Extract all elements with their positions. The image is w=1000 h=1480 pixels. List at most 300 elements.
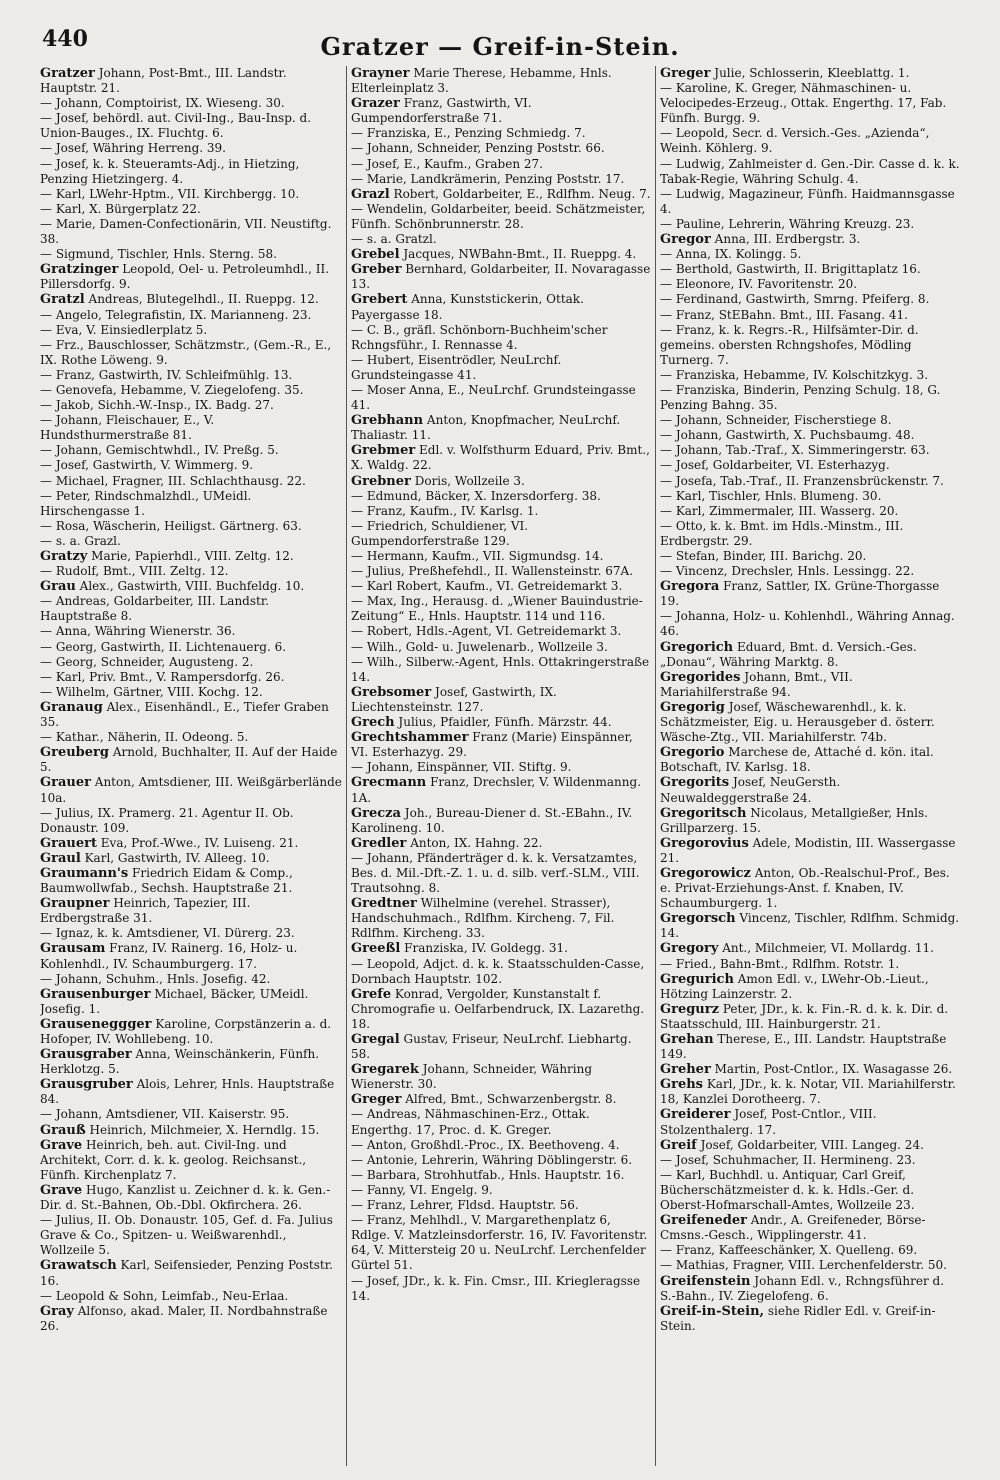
entry-details: — Eleonore, IV. Favoritenstr. 20. xyxy=(660,277,858,292)
directory-entry xyxy=(351,685,653,715)
entry-details: Robert, Goldarbeiter, E., Rdlfhm. Neug. 7. xyxy=(393,186,651,201)
directory-entry xyxy=(40,1017,342,1047)
directory-entry xyxy=(660,1002,962,1032)
entry-surname: Grefe xyxy=(351,986,392,1002)
entry-details: — Wendelin, Goldarbeiter, beeid. Schätzmeister, Fünfh. Schönbrunnerstr. 28. xyxy=(351,201,646,231)
entry-details: — Josef, Gastwirth, V. Wimmerg. 9. xyxy=(40,458,254,473)
directory-entry xyxy=(40,292,342,307)
entry-surname: Grazer xyxy=(351,96,400,112)
entry-surname: Greiderer xyxy=(660,1107,731,1123)
directory-entry xyxy=(351,987,653,1032)
entry-details: — Andreas, Nähmaschinen-Erz., Ottak. Engerthg. 17, Proc. d. K. Greger. xyxy=(351,1107,590,1137)
column-1 xyxy=(40,66,342,1466)
entry-surname: Graupner xyxy=(40,896,110,912)
entry-surname: Grecmann xyxy=(351,775,427,791)
column-3 xyxy=(655,66,962,1466)
directory-entry xyxy=(660,413,962,428)
entry-surname: Grau xyxy=(40,579,76,595)
directory-entry xyxy=(660,247,962,262)
entry-details: Friedrich Eidam & Comp., Baumwollwfab., Sechsh. Hauptstraße 21. xyxy=(40,865,293,896)
entry-details: — Franz, k. k. Regrs.-R., Hilfsämter-Dir. d. gemeins. obersten Rchngshofes, Mödling Turnerg. 7. xyxy=(660,322,919,367)
entry-surname: Grehs xyxy=(660,1077,703,1093)
entry-details: Edl. v. Wolfsthurm Eduard, Priv. Bmt., X. Waldg. 22. xyxy=(351,443,650,473)
entry-surname: Grausgraber xyxy=(40,1047,132,1063)
directory-entry xyxy=(351,1062,653,1092)
directory-entry xyxy=(351,1138,653,1153)
entry-surname: Gregorovius xyxy=(660,835,749,851)
directory-entry xyxy=(660,1107,962,1137)
entry-details: Josef, Gastwirth, IX. Liechtensteinstr. 127. xyxy=(351,684,557,714)
entry-details: Josef, Wäschewarenhdl., k. k. Schätzmeister, Eig. u. Herausgeber d. österr. Wäsche-Ztg., VII. Mariahilferstr. 74b. xyxy=(660,699,935,745)
entry-details: — Karl, Priv. Bmt., V. Rampersdorfg. 26. xyxy=(40,669,285,684)
entry-details: — Franz, Kaufm., IV. Karlsg. 1. xyxy=(351,503,539,518)
directory-entry xyxy=(660,368,962,383)
entry-details: — Eva, V. Einsiedlerplatz 5. xyxy=(40,322,208,337)
directory-entry xyxy=(660,1153,962,1168)
entry-details: — Otto, k. k. Bmt. im Hdls.-Minstm., III. Erdbergstr. 29. xyxy=(660,518,904,548)
entry-details: Franz, Sattler, IX. Grüne-Thorgasse 19. xyxy=(660,579,940,609)
entry-details: — Karoline, K. Greger, Nähmaschinen- u. Velocipedes-Erzeug., Ottak. Engerthg. 17, Fab. Fünfh. Burgg. 9. xyxy=(660,81,947,126)
entry-surname: Gratzl xyxy=(40,292,85,308)
entry-surname: Gray xyxy=(40,1303,74,1319)
entry-details: Alex., Gastwirth, VIII. Buchfeldg. 10. xyxy=(79,579,305,594)
directory-entry xyxy=(351,1153,653,1168)
directory-entry xyxy=(660,323,962,368)
directory-entry xyxy=(40,96,342,111)
entry-surname: Grebel xyxy=(351,247,400,263)
directory-entry xyxy=(660,262,962,277)
entry-details: — Josef, Währing Herreng. 39. xyxy=(40,141,226,156)
directory-entry xyxy=(40,549,342,564)
directory-entry xyxy=(40,157,342,187)
directory-entry xyxy=(40,851,342,866)
directory-entry xyxy=(40,489,342,519)
entry-details: Doris, Wollzeile 3. xyxy=(414,473,525,488)
directory-entry xyxy=(40,670,342,685)
entry-details: Franz, Drechsler, V. Wildenmanng. 1A. xyxy=(351,775,642,805)
entry-surname: Grebsomer xyxy=(351,684,432,700)
directory-entry xyxy=(351,549,653,564)
directory-entry xyxy=(660,1258,962,1273)
entry-details: Alois, Lehrer, Hnls. Hauptstraße 84. xyxy=(40,1077,335,1107)
entry-details: — Johanna, Holz- u. Kohlenhdl., Währing Annag. 46. xyxy=(660,609,955,639)
directory-entry xyxy=(660,1243,962,1258)
entry-details: — Marie, Damen-Confectionärin, VII. Neustiftg. 38. xyxy=(40,216,332,247)
entry-surname: Grebner xyxy=(351,473,411,489)
entry-details: — Andreas, Goldarbeiter, III. Landstr. Hauptstraße 8. xyxy=(40,594,270,624)
directory-entry xyxy=(40,775,342,805)
directory-entry xyxy=(660,745,962,775)
directory-entry xyxy=(660,1274,962,1304)
directory-entry xyxy=(40,262,342,292)
entry-details: — Leopold, Secr. d. Versich.-Ges. „Azienda“, Weinh. Köhlerg. 9. xyxy=(660,126,930,156)
directory-entry xyxy=(351,141,653,156)
directory-entry xyxy=(40,338,342,368)
entry-details: — Genovefa, Hebamme, V. Ziegelofeng. 35. xyxy=(40,382,304,397)
entry-details: — Wilh., Gold- u. Juwelenarb., Wollzeile 3. xyxy=(351,639,608,654)
directory-entry xyxy=(40,1077,342,1107)
directory-entry xyxy=(660,519,962,549)
entry-details: siehe Ridler Edl. v. Greif-in-Stein. xyxy=(660,1303,936,1333)
directory-entry xyxy=(40,640,342,655)
directory-entry xyxy=(660,609,962,639)
directory-entry xyxy=(351,624,653,639)
running-head: Gratzer — Greif-in-Stein. xyxy=(320,32,680,61)
entry-details: Alex., Eisenhändl., E., Tiefer Graben 35. xyxy=(40,699,329,730)
directory-entry xyxy=(40,579,342,594)
entry-details: — Johann, Schuhm., Hnls. Josefig. 42. xyxy=(40,971,271,986)
entry-details: Josef, Post-Cntlor., VIII. Stolzenthalerg. 17. xyxy=(660,1107,877,1137)
entry-details: Amon Edl. v., LWehr-Ob.-Lieut., Hötzing Lainzerstr. 2. xyxy=(660,971,929,1001)
entry-details: Jacques, NWBahn-Bmt., II. Rueppg. 4. xyxy=(403,247,637,262)
entry-details: Anna, Weinschänkerin, Fünfh. Herklotzg. 5. xyxy=(40,1047,320,1077)
entry-details: Franz (Marie) Einspänner, VI. Esterhazyg. 29. xyxy=(351,730,633,760)
directory-entry xyxy=(660,474,962,489)
entry-details: Anna, Kunststickerin, Ottak. Payergasse 18. xyxy=(351,292,584,322)
entry-details: Julius, Pfaidler, Fünfh. Märzstr. 44. xyxy=(398,715,612,730)
entry-surname: Grawatsch xyxy=(40,1258,117,1274)
directory-entry xyxy=(351,66,653,96)
entry-details: — Antonie, Lehrerin, Währing Döblingerstr. 6. xyxy=(351,1152,633,1167)
entry-details: Julie, Schlosserin, Kleeblattg. 1. xyxy=(714,66,910,80)
entry-details: Karl, Seifensieder, Penzing Poststr. 16. xyxy=(40,1258,333,1288)
directory-entry xyxy=(351,489,653,504)
directory-entry xyxy=(660,775,962,805)
entry-details: — Moser Anna, E., NeuLrchf. Grundsteingasse 41. xyxy=(351,382,636,413)
entry-details: — Karl, LWehr-Hptm., VII. Kirchbergg. 10. xyxy=(40,186,300,201)
entry-surname: Gregoritsch xyxy=(660,805,747,821)
directory-entry xyxy=(660,1168,962,1213)
directory-entry xyxy=(351,896,653,941)
entry-details: — Max, Ing., Herausg. d. „Wiener Bauindustrie-Zeitung“ E., Hnls. Hauptstr. 114 und 116. xyxy=(351,594,643,624)
entry-details: — Frz., Bauschlosser, Schätzmstr., (Gem.-R., E., IX. Rothe Löweng. 9. xyxy=(40,337,332,367)
directory-entry xyxy=(351,1107,653,1137)
entry-details: Gustav, Friseur, NeuLrchf. Liebhartg. 58. xyxy=(351,1032,632,1062)
directory-entry xyxy=(351,96,653,126)
entry-surname: Grecza xyxy=(351,805,401,821)
directory-entry xyxy=(351,1168,653,1183)
directory-entry xyxy=(351,157,653,172)
entry-details: — Wilh., Silberw.-Agent, Hnls. Ottakringerstraße 14. xyxy=(351,654,650,684)
entry-details: — Josef, E., Kaufm., Graben 27. xyxy=(351,156,543,171)
entry-details: Anna, III. Erdbergstr. 3. xyxy=(714,232,861,247)
entry-details: Andr., A. Greifeneder, Börse-Cmsns.-Gesch., Wipplingerstr. 41. xyxy=(660,1213,926,1243)
entry-details: Martin, Post-Cntlor., IX. Wasagasse 26. xyxy=(714,1062,953,1077)
directory-entry xyxy=(351,1032,653,1062)
entry-details: Konrad, Vergolder, Kunstanstalt f. Chromografie u. Oelfarbendruck, IX. Lazarethg. 18. xyxy=(351,986,645,1031)
entry-details: Heinrich, Tapezier, III. Erdbergstraße 31. xyxy=(40,896,251,926)
entry-details: Wilhelmine (verehel. Strasser), Handschuhmach., Rdlfhm. Kircheng. 7, Fil. Rdlfhm. Kircheng. 33. xyxy=(351,896,615,941)
entry-details: Ant., Milchmeier, VI. Mollardg. 11. xyxy=(722,941,934,956)
entry-details: Franz, IV. Rainerg. 16, Holz- u. Kohlenhdl., IV. Schaumburgerg. 17. xyxy=(40,941,298,971)
entry-details: — Franz, StEBahn. Bmt., III. Fasang. 41. xyxy=(660,307,908,322)
directory-entry xyxy=(351,504,653,519)
entry-details: — s. a. Grazl. xyxy=(40,533,121,548)
entry-surname: Grauer xyxy=(40,775,91,791)
entry-details: Anton, Ob.-Realschul-Prof., Bes. e. Privat-Erziehungs-Anst. f. Knaben, IV. Schaumburgerg. 1. xyxy=(660,865,950,911)
entry-surname: Granaug xyxy=(40,699,103,715)
entry-details: — Josef, Schuhmacher, II. Hermineng. 23. xyxy=(660,1152,916,1167)
entry-details: Johann, Bmt., VII. Mariahilferstraße 94. xyxy=(660,669,853,699)
directory-entry xyxy=(660,217,962,232)
entry-details: Arnold, Buchhalter, II. Auf der Haide 5. xyxy=(40,745,338,775)
entry-details: — Jakob, Sichh.-W.-Insp., IX. Badg. 27. xyxy=(40,398,274,413)
directory-entry xyxy=(40,443,342,458)
entry-details: — Johann, Einspänner, VII. Stiftg. 9. xyxy=(351,760,572,775)
directory-entry xyxy=(351,640,653,655)
entry-details: — Franziska, E., Penzing Schmiedg. 7. xyxy=(351,126,586,141)
entry-details: — Karl Robert, Kaufm., VI. Getreidemarkt 3. xyxy=(351,579,623,594)
entry-details: Franz, Gastwirth, VI. Gumpendorferstraße 71. xyxy=(351,96,532,126)
directory-entry xyxy=(351,323,653,353)
directory-entry xyxy=(351,564,653,579)
entry-details: Johann, Post-Bmt., III. Landstr. Hauptstr. 21. xyxy=(40,66,287,96)
directory-entry xyxy=(351,760,653,775)
directory-entry xyxy=(351,1092,653,1107)
directory-entry xyxy=(351,1198,653,1213)
directory-entry xyxy=(660,81,962,126)
entry-details: — Ludwig, Magazineur, Fünfh. Haidmannsgasse 4. xyxy=(660,186,955,216)
entry-details: — Ferdinand, Gastwirth, Smrng. Pfeiferg. 8. xyxy=(660,292,930,307)
directory-entry xyxy=(40,700,342,730)
directory-entry xyxy=(351,1274,653,1304)
entry-details: — Johann, Pfänderträger d. k. k. Versatzamtes, Bes. d. Mil.-Dft.-Z. 1. u. d. silb. verf.-SLM., VIII. Trautsohng. 8. xyxy=(351,850,640,896)
directory-entry xyxy=(40,896,342,926)
entry-details: Franziska, IV. Goldegg. 31. xyxy=(404,941,568,956)
directory-entry xyxy=(351,1183,653,1198)
entry-details: Adele, Modistin, III. Wassergasse 21. xyxy=(660,835,956,865)
directory-entry xyxy=(660,866,962,911)
directory-entry xyxy=(660,277,962,292)
directory-entry xyxy=(351,292,653,322)
entry-details: Michael, Bäcker, UMeidl. Josefig. 1. xyxy=(40,986,309,1016)
directory-entry xyxy=(40,202,342,217)
entry-surname: Greuberg xyxy=(40,745,109,761)
directory-entry xyxy=(40,247,342,262)
directory-entry xyxy=(40,458,342,473)
entry-details: Leopold, Oel- u. Petroleumhdl., II. Pillersdorfg. 9. xyxy=(40,262,330,292)
directory-entry xyxy=(660,972,962,1002)
page-number: 440 xyxy=(42,26,88,52)
entry-surname: Grauert xyxy=(40,835,97,851)
directory-entry xyxy=(40,926,342,941)
entry-details: — Pauline, Lehrerin, Währing Kreuzg. 23. xyxy=(660,216,915,231)
directory-entry xyxy=(351,594,653,624)
entry-surname: Greber xyxy=(351,262,402,278)
entry-surname: Greeßl xyxy=(351,941,401,957)
entry-details: Bernhard, Goldarbeiter, II. Novaragasse 13. xyxy=(351,262,651,292)
directory-entry xyxy=(40,217,342,247)
entry-details: — Rudolf, Bmt., VIII. Zeltg. 12. xyxy=(40,564,229,579)
entry-details: Peter, JDr., k. k. Fin.-R. d. k. k. Dir. d. Staatsschuld, III. Hainburgerstr. 21. xyxy=(660,1001,949,1031)
entry-surname: Gregora xyxy=(660,579,720,595)
directory-entry xyxy=(660,670,962,700)
entry-details: — Michael, Fragner, III. Schlachthausg. 22. xyxy=(40,473,306,488)
directory-entry xyxy=(660,292,962,307)
entry-details: — Leopold & Sohn, Leimfab., Neu-Erlaa. xyxy=(40,1288,289,1303)
directory-entry xyxy=(660,1213,962,1243)
entry-surname: Gregorsch xyxy=(660,911,736,927)
directory-entry xyxy=(351,443,653,473)
entry-surname: Greif xyxy=(660,1137,697,1153)
entry-details: — Sigmund, Tischler, Hnls. Sterng. 58. xyxy=(40,247,277,262)
entry-details: Alfred, Bmt., Schwarzenbergstr. 8. xyxy=(405,1092,617,1107)
directory-entry xyxy=(660,308,962,323)
directory-entry xyxy=(351,775,653,805)
column-2 xyxy=(346,66,653,1466)
entry-details: — Fanny, VI. Engelg. 9. xyxy=(351,1182,493,1197)
entry-surname: Grave xyxy=(40,1182,83,1198)
entry-surname: Grebmer xyxy=(351,443,416,459)
entry-details: — Josef, JDr., k. k. Fin. Cmsr., III. Kriegleragsse 14. xyxy=(351,1273,641,1303)
entry-details: — Johann, Schneider, Fischerstiege 8. xyxy=(660,413,892,428)
directory-entry xyxy=(40,323,342,338)
directory-entry xyxy=(660,1077,962,1107)
entry-surname: Graumann's xyxy=(40,865,129,881)
entry-details: — Julius, IX. Pramerg. 21. Agentur II. Ob. Donaustr. 109. xyxy=(40,805,294,835)
entry-details: — Anna, Währing Wienerstr. 36. xyxy=(40,624,236,639)
directory-entry xyxy=(351,474,653,489)
entry-details: — Josef, behördl. aut. Civil-Ing., Bau-Insp. d. Union-Bauges., IX. Fluchtg. 6. xyxy=(40,111,312,141)
directory-entry xyxy=(40,564,342,579)
entry-surname: Gregarek xyxy=(351,1062,419,1078)
entry-surname: Gregorides xyxy=(660,669,741,685)
directory-entry xyxy=(660,443,962,458)
directory-entry xyxy=(351,957,653,987)
entry-details: Karl, Gastwirth, IV. Alleeg. 10. xyxy=(84,850,270,865)
entry-surname: Gregorits xyxy=(660,775,730,791)
entry-surname: Gratzer xyxy=(40,66,95,81)
directory-entry xyxy=(40,1138,342,1183)
entry-details: — Franz, Gastwirth, IV. Schleifmühlg. 13. xyxy=(40,367,293,382)
entry-details: — Franz, Mehlhdl., V. Margarethenplatz 6, Rdlge. V. Matzleinsdorferstr. 16, IV. Favoritenstr. 64, V. Mittersteig 20 u. NeuLrchf. Lerchenfelder Gürtel 51. xyxy=(351,1213,648,1273)
entry-details: — Anton, Großhdl.-Proc., IX. Beethoveng. 4. xyxy=(351,1137,620,1152)
directory-entry xyxy=(351,126,653,141)
entry-details: — Franziska, Binderin, Penzing Schulg. 18, G. Penzing Bahng. 35. xyxy=(660,382,941,413)
directory-entry xyxy=(40,624,342,639)
directory-entry xyxy=(351,519,653,549)
entry-details: — s. a. Gratzl. xyxy=(351,232,437,247)
entry-details: — Hermann, Kaufm., VII. Sigmundsg. 14. xyxy=(351,549,604,563)
entry-details: Joh., Bureau-Diener d. St.-EBahn., IV. Karolineng. 10. xyxy=(351,805,633,835)
directory-entry xyxy=(40,594,342,624)
directory-entry xyxy=(40,383,342,398)
entry-details: — Anna, IX. Kolingg. 5. xyxy=(660,247,802,262)
directory-entry xyxy=(660,640,962,670)
entry-details: — Karl, X. Bürgerplatz 22. xyxy=(40,201,201,216)
directory-entry xyxy=(40,655,342,670)
directory-entry xyxy=(660,1304,962,1334)
entry-surname: Grechtshammer xyxy=(351,730,469,746)
entry-surname: Greifenstein xyxy=(660,1273,751,1289)
entry-details: — Ignaz, k. k. Amtsdiener, VI. Dürerg. 23. xyxy=(40,926,295,941)
entry-details: — Berthold, Gastwirth, II. Brigittaplatz 16. xyxy=(660,262,921,277)
entry-surname: Grebhann xyxy=(351,413,424,429)
directory-entry xyxy=(40,866,342,896)
entry-details: Marchese de, Attaché d. kön. ital. Botschaft, IV. Karlsg. 18. xyxy=(660,745,934,775)
directory-entry xyxy=(40,745,342,775)
entry-surname: Graul xyxy=(40,850,81,866)
entry-details: — Johann, Fleischauer, E., V. Hundsthurmerstraße 81. xyxy=(40,413,215,443)
directory-entry xyxy=(660,700,962,745)
directory-entry xyxy=(660,911,962,941)
entry-details: Karoline, Corpstänzerin a. d. Hofoper, IV. Wohllebeng. 10. xyxy=(40,1016,332,1046)
directory-entry xyxy=(660,187,962,217)
directory-entry xyxy=(40,972,342,987)
entry-details: — Ludwig, Zahlmeister d. Gen.-Dir. Casse d. k. k. Tabak-Regie, Währing Schulg. 4. xyxy=(660,156,960,186)
directory-entry xyxy=(40,474,342,489)
directory-entry xyxy=(40,187,342,202)
entry-details: — Johann, Comptoirist, IX. Wieseng. 30. xyxy=(40,96,285,111)
entry-surname: Gratzy xyxy=(40,549,88,564)
entry-details: — Leopold, Adjct. d. k. k. Staatsschulden-Casse, Dornbach Hauptstr. 102. xyxy=(351,956,645,986)
entry-surname: Gregal xyxy=(351,1032,400,1047)
directory-entry xyxy=(660,941,962,956)
directory-entry xyxy=(351,202,653,232)
directory-entry xyxy=(351,353,653,383)
entry-surname: Grech xyxy=(351,715,395,731)
directory-entry xyxy=(40,413,342,443)
entry-details: — Edmund, Bäcker, X. Inzersdorferg. 38. xyxy=(351,488,601,503)
entry-surname: Grauß xyxy=(40,1122,86,1138)
entry-details: — Julius, Preßhefehdl., II. Wallensteinstr. 67A. xyxy=(351,564,634,579)
directory-entry xyxy=(660,806,962,836)
entry-details: Eduard, Bmt. d. Versich.-Ges. „Donau“, Währing Marktg. 8. xyxy=(660,639,917,669)
directory-entry xyxy=(40,1047,342,1077)
entry-surname: Gregorich xyxy=(660,639,734,655)
entry-details: — Barbara, Strohhutfab., Hnls. Hauptstr. 16. xyxy=(351,1167,625,1182)
directory-entry xyxy=(40,111,342,141)
entry-surname: Grazl xyxy=(351,186,390,202)
entry-details: — Marie, Landkrämerin, Penzing Poststr. 17. xyxy=(351,171,625,186)
entry-surname: Greifeneder xyxy=(660,1213,747,1229)
entry-details: — Wilhelm, Gärtner, VIII. Kochg. 12. xyxy=(40,684,263,699)
directory-entry xyxy=(351,413,653,443)
entry-details: — Peter, Rindschmalzhdl., UMeidl. Hirschengasse 1. xyxy=(40,488,252,518)
directory-entry xyxy=(660,549,962,564)
entry-details: — Johann, Amtsdiener, VII. Kaiserstr. 95. xyxy=(40,1107,290,1122)
entry-details: — Friedrich, Schuldiener, VI. Gumpendorferstraße 129. xyxy=(351,518,529,548)
entry-details: — Franz, Kaffeeschänker, X. Quelleng. 69. xyxy=(660,1243,918,1258)
directory-entry xyxy=(351,715,653,730)
directory-entry xyxy=(351,172,653,187)
directory-entry xyxy=(351,187,653,202)
entry-details: Karl, JDr., k. k. Notar, VII. Mariahilferstr. 18, Kanzlei Dorotheerg. 7. xyxy=(660,1077,956,1107)
entry-surname: Gregory xyxy=(660,941,719,957)
directory-entry xyxy=(351,655,653,685)
directory-entry xyxy=(40,308,342,323)
entry-details: Marie, Papierhdl., VIII. Zeltg. 12. xyxy=(91,549,294,563)
entry-surname: Gregorig xyxy=(660,699,725,715)
directory-entry xyxy=(40,368,342,383)
entry-details: — Josef, Goldarbeiter, VI. Esterhazyg. xyxy=(660,458,890,473)
entry-details: — Rosa, Wäscherin, Heiligst. Gärtnerg. 63. xyxy=(40,518,302,533)
entry-details: Hugo, Kanzlist u. Zeichner d. k. k. Gen.-Dir. d. St.-Bahnen, Ob.-Dbl. Okfirchera. 26. xyxy=(40,1182,331,1213)
directory-entry xyxy=(40,1123,342,1138)
directory-entry xyxy=(40,1107,342,1122)
directory-entry xyxy=(40,66,342,96)
entry-surname: Gregurich xyxy=(660,971,734,987)
entry-surname: Grausgruber xyxy=(40,1077,133,1093)
entry-surname: Gregorowicz xyxy=(660,865,751,881)
entry-details: — Fried., Bahn-Bmt., Rdlfhm. Rotstr. 1. xyxy=(660,956,900,971)
entry-details: — Karl, Zimmermaler, III. Wasserg. 20. xyxy=(660,503,899,518)
directory-entry xyxy=(351,806,653,836)
entry-details: — Vincenz, Drechsler, Hnls. Lessingg. 22. xyxy=(660,564,915,579)
directory-entry xyxy=(40,519,342,534)
directory-entry xyxy=(351,941,653,956)
entry-surname: Gredler xyxy=(351,835,407,851)
